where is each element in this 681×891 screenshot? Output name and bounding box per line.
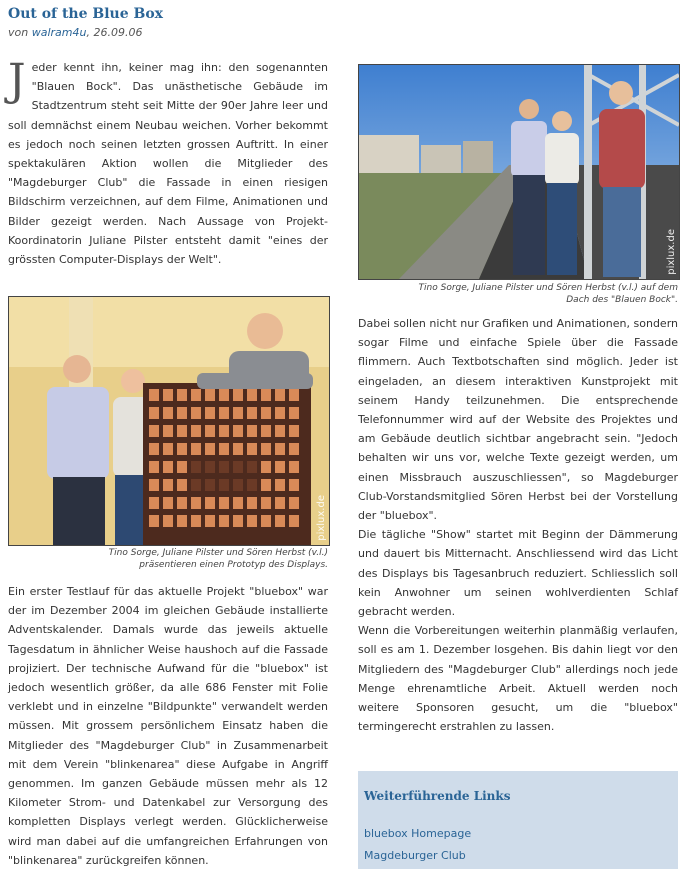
byline-prefix: von	[8, 26, 29, 39]
rooftop-photo	[358, 64, 680, 280]
display-caption-line1: Tino Sorge, Juliane Pilster und Sören Herbst (v.l.)	[108, 548, 328, 558]
rooftop-photo-image	[359, 65, 679, 279]
article-title: Out of the Blue Box	[8, 6, 164, 22]
drop-cap: J	[8, 55, 26, 106]
intro-paragraph: eder kennt ihn, keiner mag ihn: den sogenannten "Blauen Bock". Das unästhetische Gebäude im Stadtzentrum steht seit Mitte der 90er Jahre leer und soll demnächst einem Neubau weichen. Vorher bekommt es jedoch noch seinen letzten grossen Auftritt. In einer spektakulären Aktion wollen die Mitglieder des "Magdeburger Club" die Fassade in einen riesigen Bildschirm verzeichnen, auf dem Filme, Animationen und Bilder gezeigt werden. Nach Aussage von Projekt-Koordinatorin Juliane Pilster entsteht damit "eines der grössten Computer-Displays der Welt".	[8, 61, 328, 267]
paragraph-vorbereitungen: Wenn die Vorbereitungen weiterhin planmäßig verlaufen, soll es am 1. Dezember losgehen. Bis dahin liegt vor den Mitgliedern des "Magdeburger Club" allerdings noch jede Menge ehrenamtliche Arbeit. Aktuell werden noch weitere Sponsoren gesucht, um die "bluebox" termingerecht erstrahlen zu lassen.	[358, 624, 678, 734]
further-links-box	[358, 771, 678, 869]
paragraph-grafiken: Dabei sollen nicht nur Grafiken und Animationen, sondern sogar Filme und einfache Spiele über die Fassade flimmern. Auch Textbotschaften sind möglich. Jeder ist eingeladen, an diesem interaktiven Kunstprojekt mit seinem Handy teilzunehmen. Die entsprechende Telefonnummer wird auf der Website des Projektes und am Gebäude deutlich sichtbar angebracht sein. "Jedoch behalten wir uns vor, welche Texte gezeigt werden, um einen Missbrauch auszuschliessen", so Magdeburger Club-Vorstandsmitglied Sören Herbst bei der Vorstellung der "bluebox".	[358, 317, 678, 523]
intro-text	[8, 55, 328, 269]
display-caption-line2: präsentieren einen Prototyp des Displays.	[139, 560, 328, 570]
rooftop-caption	[358, 282, 678, 306]
byline	[8, 26, 142, 39]
left-lower-text	[8, 582, 328, 870]
rooftop-watermark: pixlux.de	[666, 229, 677, 275]
paragraph-testlauf: Ein erster Testlauf für das aktuelle Projekt "bluebox" war der im Dezember 2004 im gleichen Gebäude installierte Adventskalender. Damals wurde das jeweils aktuelle Tagesdatum in ähnlicher Weise haushoch auf die Fassade projiziert. Der technische Aufwand für die "bluebox" ist jedoch wesentlich größer, da alle 686 Fenster mit Folie verklebt und in einzelne "Bildpunkte" verwandelt werden müssen. Mit grossem persönlichem Einsatz haben die Mitglieder des "Magdeburger Club" in Zusammenarbeit mit dem Verein "blinkenarea" diese Aufgabe in Angriff genommen. Im ganzen Gebäude müssen mehr als 12 Kilometer Strom- und Datenkabel zur Versorgung des kompletten Displays verlegt werden. Glücklicherweise wird man dabei auf die umfangreichen Erfahrungen von "blinkenarea" zurückgreifen können.	[8, 585, 328, 867]
link-magdeburger-club[interactable]: Magdeburger Club	[364, 849, 466, 862]
further-links-list	[364, 823, 471, 867]
author-link[interactable]: walram4u	[31, 26, 87, 39]
byline-date: , 26.09.06	[86, 26, 143, 39]
rooftop-caption-line2: Dach des "Blauen Bock".	[566, 295, 678, 305]
display-photo-image	[9, 297, 329, 545]
paragraph-show: Die tägliche "Show" startet mit Beginn der Dämmerung und dauert bis Mitternacht. Anschliessend wird das Licht des Displays bis Tagesanbruch reduziert. Schliesslich soll kein Anwohner um seinen wohlverdienten Schlaf gebracht werden.	[358, 528, 678, 619]
list-item	[364, 823, 471, 845]
display-photo	[8, 296, 330, 546]
display-caption	[8, 547, 328, 571]
link-bluebox-homepage[interactable]: bluebox Homepage	[364, 827, 472, 840]
further-links-heading: Weiterführende Links	[364, 789, 511, 803]
list-item	[364, 845, 471, 867]
right-text	[358, 314, 678, 736]
rooftop-caption-line1: Tino Sorge, Juliane Pilster und Sören Herbst (v.l.) auf dem	[418, 283, 678, 293]
display-watermark: pixlux.de	[316, 495, 327, 541]
